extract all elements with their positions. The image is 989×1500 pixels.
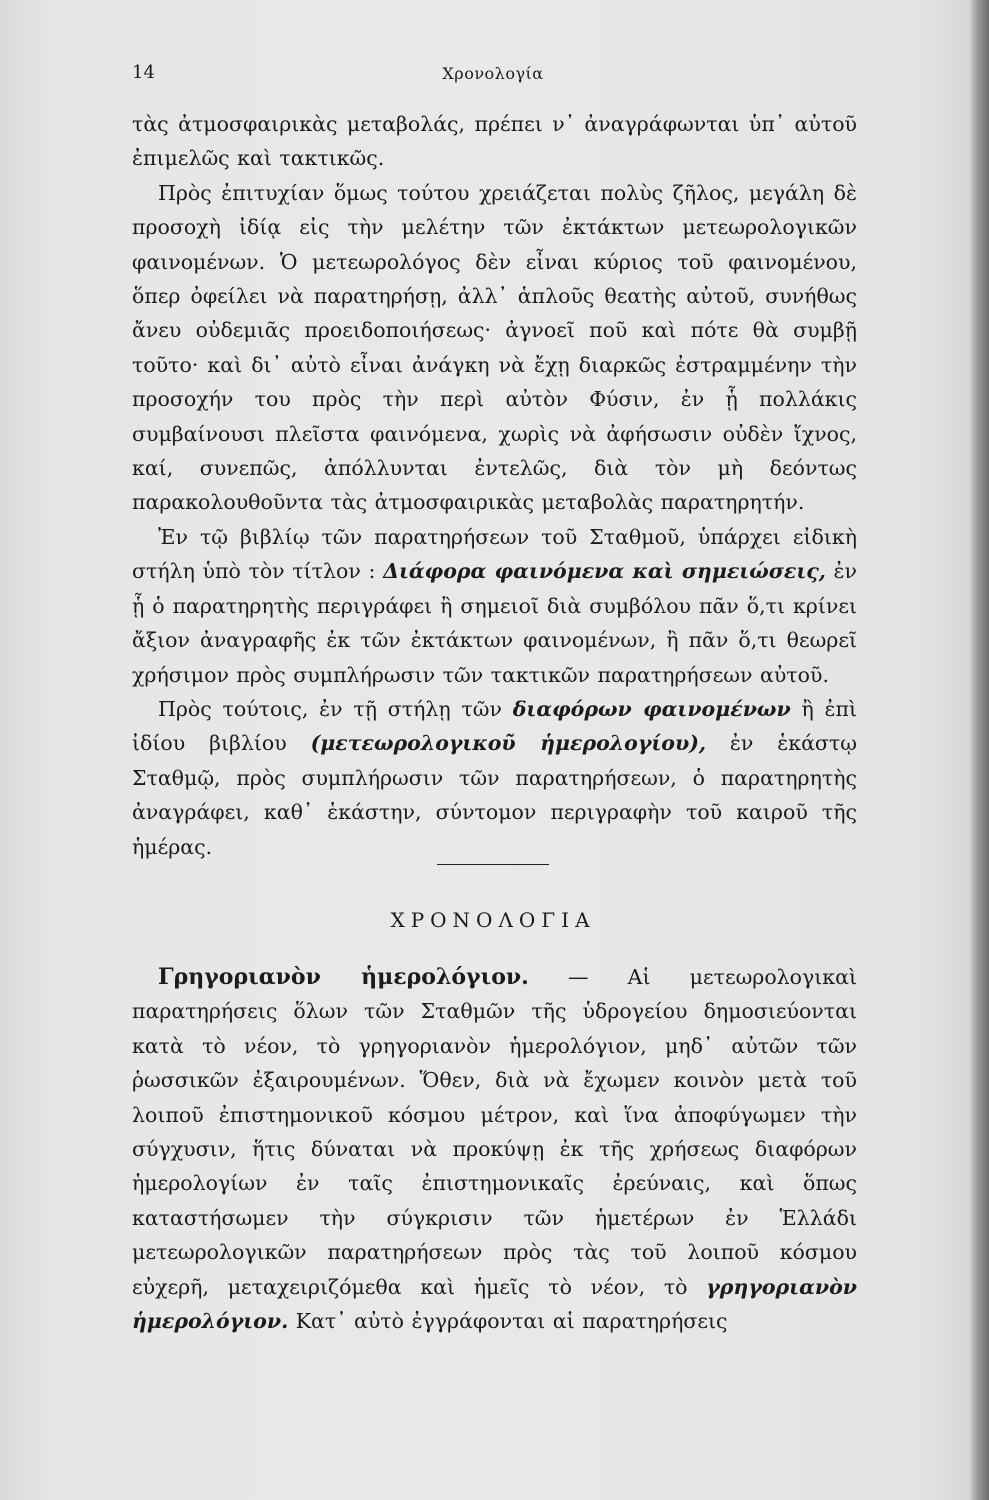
page-number: 14 xyxy=(132,62,155,83)
run-in-heading: Γρηγοριανὸν ἡμερολόγιον. xyxy=(158,964,529,990)
page-header xyxy=(132,62,854,88)
paragraph-1: τὰς ἀτμοσφαιρικὰς μεταβολάς, πρέπει ν᾽ ἀναγράφωνται ὑπ᾽ αὐτοῦ ἐπιμελῶς καὶ τακτικῶς. xyxy=(132,112,857,171)
paragraph-3-text-a: Ἐν τῷ βιβλίῳ τῶν παρατηρήσεων τοῦ Σταθμοῦ, ὑπάρχει εἰδικὴ στήλη ὑπὸ τὸν τίτλον : xyxy=(132,524,857,584)
section-body-2 xyxy=(132,960,857,1338)
section-divider xyxy=(437,864,549,865)
various-phenomena-emphasis: διαφόρων φαινομένων xyxy=(512,696,791,721)
book-gutter-shadow xyxy=(970,0,989,1500)
paragraph-3-text-b: ἐν ᾗ ὁ παρατηρητὴς περιγράφει ἢ σημειοῖ διὰ συμβόλου πᾶν ὅ,τι κρίνει ἄξιον ἀναγραφῆς ἐκ τῶν ἐκτάκτων φαινομένων, ἢ πᾶν ὅ,τι θεωρεῖ χρήσιμον πρὸς συμπλήρωσιν τῶν τακτικῶν παρατηρήσεων αὐτοῦ. xyxy=(132,559,857,687)
section-title: ΧΡΟΝΟΛΟΓΙΑ xyxy=(390,908,596,932)
meteorological-diary-emphasis: (μετεωρολογικοῦ ἡμερολογίου), xyxy=(310,731,707,756)
paragraph-4-text-a: Πρὸς τούτοις, ἐν τῇ στήλῃ τῶν xyxy=(158,696,513,721)
paragraph-4-text-b: ἢ ἐπὶ ἰδίου βιβλίου xyxy=(132,696,858,756)
section-body-1 xyxy=(132,107,857,864)
paragraph-5 xyxy=(132,960,857,1338)
column-title-emphasis: Διάφορα φαινόμενα καὶ σημειώσεις, xyxy=(383,559,826,584)
paragraph-5-text-a: — Αἱ μετεωρολογικαὶ παρατηρήσεις ὅλων τῶν Σταθμῶν τῆς ὑδρογείου δημοσιεύονται κατὰ τὸ νέον, τὸ γρηγοριανὸν ἡμερολόγιον, μηδ᾽ αὐτῶν τῶν ῥωσσικῶν ἐξαιρουμένων. Ὅθεν, διὰ νὰ ἔχωμεν κοινὸν μετὰ τοῦ λοιποῦ ἐπιστημονικοῦ κόσμου μέτρον, καὶ ἵνα ἀποφύγωμεν τὴν σύγχυσιν, ἥτις δύναται νὰ προκύψῃ ἐκ τῆς χρήσεως διαφόρων ἡμερολογίων ἐν ταῖς ἐπιστημονικαῖς ἐρεύναις, καὶ ὅπως καταστήσωμεν τὴν σύγκρισιν τῶν ἡμετέρων ἐν Ἑλλάδι μετεωρολογικῶν παρατηρήσεων πρὸς τὰς τοῦ λοιποῦ κόσμου εὐχερῆ, μεταχειριζόμεθα καὶ ἡμεῖς τὸ νέον, τὸ xyxy=(132,965,857,1299)
paragraph-3 xyxy=(132,520,857,692)
paragraph-2: Πρὸς ἐπιτυχίαν ὅμως τούτου χρειάζεται πολὺς ζῆλος, μεγάλη δὲ προσοχὴ ἰδίᾳ εἰς τὴν μελέτην τῶν ἐκτάκτων μετεωρολογικῶν φαινομένων. Ὁ μετεωρολόγος δὲν εἶναι κύριος τοῦ φαινομένου, ὅπερ ὀφείλει νὰ παρατηρήσῃ, ἀλλ᾽ ἁπλοῦς θεατὴς αὐτοῦ, συνήθως ἄνευ οὐδεμιᾶς προειδοποιήσεως· ἀγνοεῖ ποῦ καὶ πότε θὰ συμβῇ τοῦτο· καὶ δι᾽ αὐτὸ εἶναι ἀνάγκη νὰ ἔχῃ διαρκῶς ἐστραμμένην τὴν προσοχήν του πρὸς τὴν περὶ αὐτὸν Φύσιν, ἐν ᾗ πολλάκις συμβαίνουσι πλεῖστα φαινόμενα, χωρὶς νὰ ἀφήσωσιν οὐδὲν ἴχνος, καί, συνεπῶς, ἀπόλλυνται ἐντελῶς, διὰ τὸν μὴ δεόντως παρακολουθοῦντα τὰς ἀτμοσφαιρικὰς μεταβολὰς παρατηρητήν. xyxy=(132,180,857,515)
paragraph-4 xyxy=(132,692,857,864)
gregorian-calendar-emphasis: γρηγοριανὸν ἡμερολόγιον. xyxy=(132,1274,857,1334)
paragraph-5-text-b: Κατ᾽ αὐτὸ ἐγγράφονται αἱ παρατηρήσεις xyxy=(288,1309,728,1334)
running-title: Χρονολογία xyxy=(442,64,544,83)
paragraph-4-text-c: ἐν ἑκάστῳ Σταθμῷ, πρὸς συμπλήρωσιν τῶν παρατηρήσεων, ὁ παρατηρητὴς ἀναγράφει, καθ᾽ ἑκάστην, σύντομον περιγραφὴν τοῦ καιροῦ τῆς ἡμέρας. xyxy=(132,731,857,859)
